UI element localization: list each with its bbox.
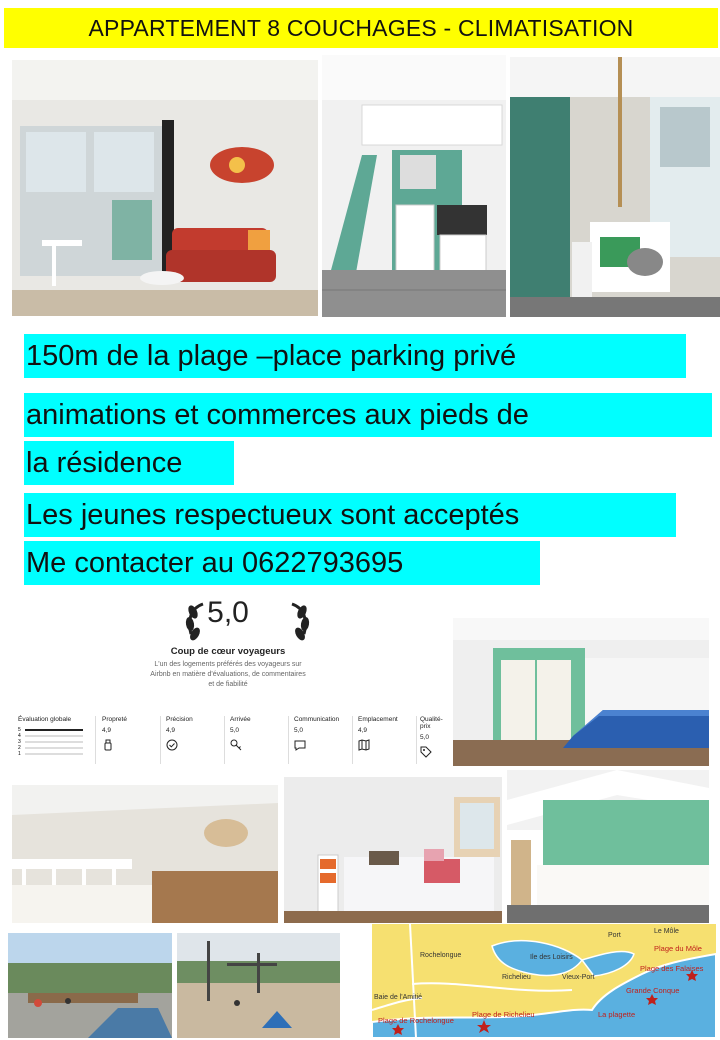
map-label-port: Port [608, 932, 621, 939]
map-label-ile-des-loisirs: Ile des Loisirs [530, 954, 573, 961]
bedroom-pink-bed-photo [284, 777, 502, 923]
map-label-rochelongue: Rochelongue [420, 952, 462, 959]
category-label: Précision [166, 716, 193, 723]
category-value: 4,9 [102, 727, 112, 734]
bedroom-blue-bed-photo [453, 618, 709, 766]
map-label-grande-conque: Grande Conque [626, 986, 680, 995]
star-level-3: 3 [18, 739, 21, 745]
laurel-right-icon [286, 598, 314, 642]
category-label: Communication [294, 716, 340, 723]
living-room-photo [12, 60, 318, 316]
star-level-1: 1 [18, 751, 21, 757]
category-label: Propreté [102, 716, 127, 723]
category-location [358, 716, 414, 766]
check-circle-icon [166, 739, 178, 751]
category-label: Emplacement [358, 716, 398, 723]
map-icon [358, 739, 370, 751]
category-communication [294, 716, 354, 766]
histogram-bar-4 [25, 735, 83, 737]
star-level-5: 5 [18, 727, 21, 733]
map-label-la-plagette: La plagette [598, 1010, 636, 1019]
category-value-for-money [420, 716, 448, 766]
info-line-1: 150m de la plage –place parking privé [24, 334, 686, 378]
category-value: 4,9 [166, 727, 176, 734]
overall-score: 5,0 [207, 596, 249, 629]
info-line-3: la résidence [24, 441, 234, 485]
map-label-plage-de-richelieu: Plage de Richelieu [472, 1010, 535, 1019]
airbnb-rating-panel [8, 596, 448, 772]
histogram-bar-5 [25, 729, 83, 731]
info-line-4: Les jeunes respectueux sont acceptés [24, 493, 676, 537]
playground-photo [177, 933, 340, 1038]
map-label-plage-des-falaises: Plage des Falaises [640, 964, 704, 973]
histogram-bar-2 [25, 747, 83, 749]
mezzanine-kitchen-photo [322, 55, 506, 317]
overall-label: Évaluation globale [18, 716, 72, 723]
bedroom-green-photo [507, 770, 709, 923]
skatepark-photo [8, 933, 172, 1038]
map-label-plage-de-rochelongue: Plage de Rochelongue [378, 1016, 454, 1025]
rating-categories [8, 716, 448, 766]
map-label-le-mole: Le Môle [654, 928, 679, 935]
spray-icon [102, 739, 114, 751]
category-value: 4,9 [358, 727, 368, 734]
info-line-2: animations et commerces aux pieds de [24, 393, 712, 437]
overall-rating-histogram [18, 716, 88, 766]
star-level-2: 2 [18, 745, 21, 751]
category-cleanliness [102, 716, 158, 766]
page-title: APPARTEMENT 8 COUCHAGES - CLIMATISATION [4, 8, 718, 48]
badge-description: L'un des logements préférés des voyageurs sur Airbnb en matière d'évaluations, de commentaires et de fiabilité [150, 661, 306, 688]
map-label-baie: Baie de l'Amitié [374, 994, 423, 1001]
category-value: 5,0 [420, 734, 430, 741]
histogram-bar-1 [25, 753, 83, 755]
category-value: 5,0 [230, 727, 240, 734]
location-map [372, 924, 716, 1038]
category-accuracy [166, 716, 222, 766]
key-icon [230, 739, 242, 751]
category-label: Arrivée [230, 716, 251, 723]
veranda-dining-photo [510, 57, 720, 317]
message-icon [294, 739, 306, 751]
category-checkin [230, 716, 286, 766]
category-label: Qualité-prix [420, 716, 443, 730]
map-label-vieux-port: Vieux-Port [562, 974, 595, 981]
mezzanine-beds-photo [12, 785, 278, 923]
star-level-4: 4 [18, 733, 21, 739]
info-line-5: Me contacter au 0622793695 [24, 541, 540, 585]
tag-icon [420, 746, 432, 758]
map-label-plage-du-mole: Plage du Môle [654, 944, 702, 953]
badge-title: Coup de cœur voyageurs [170, 646, 286, 657]
histogram-bar-3 [25, 741, 83, 743]
category-value: 5,0 [294, 727, 304, 734]
map-label-richelieu: Richelieu [502, 974, 531, 981]
